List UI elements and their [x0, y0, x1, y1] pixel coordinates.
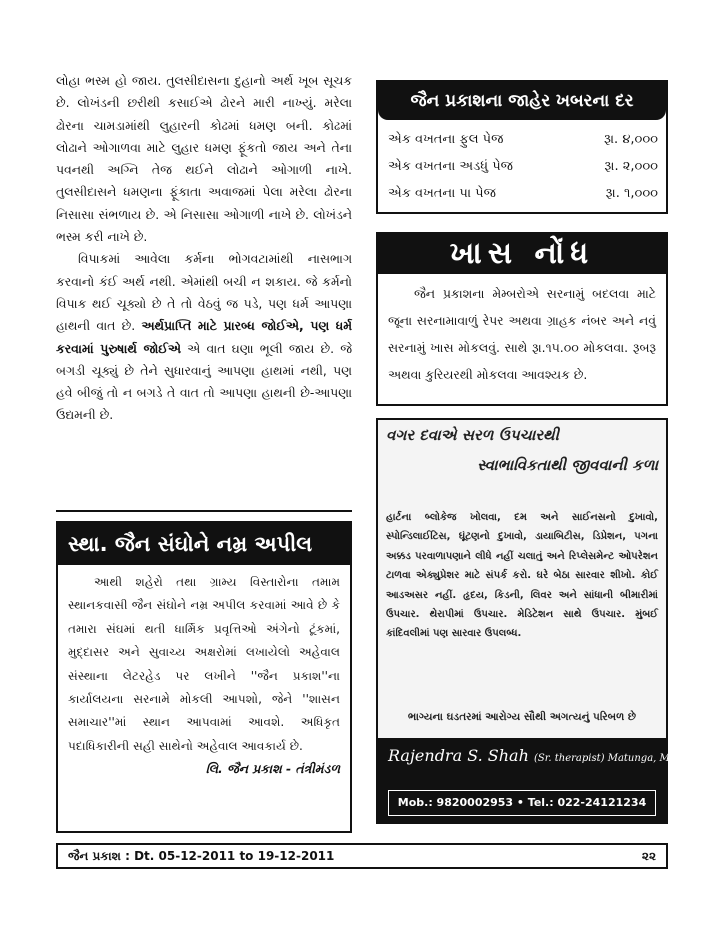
- article-paragraph-2-end: એ વાત ઘણા ભૂલી જાય છે. જે બગડી ચૂક્યું છે તેને સુધારવાનું આપણા હાથમાં નથી, પણ હવે બીજું તો ન બગડે તે વાત તો આપણા હાથની છે-આપણા ઉદ્યમની છે.: [56, 340, 352, 423]
- rate-label: એક વખતના અડધું પેજ: [388, 159, 513, 174]
- appeal-body: [58, 565, 350, 758]
- advert-contact-panel: [378, 738, 705, 822]
- advert-name: Rajendra S. Shah: [388, 746, 529, 765]
- appeal-box: [56, 521, 352, 833]
- footer-publication-date: જૈન પ્રકાશ : Dt. 05-12-2011 to 19-12-2011: [68, 848, 335, 863]
- ad-rates-title: જૈન પ્રકાશના જાહેર ખબરના દર: [378, 82, 666, 120]
- special-notice-body: [378, 274, 666, 388]
- appeal-title: સ્થા. જૈન સંઘોને નમ્ર અપીલ: [58, 523, 350, 565]
- article-paragraph-1: લોહા ભસ્મ હો જાય. તુલસીદાસના દુહાનો અર્થ ખૂબ સૂચક છે. લોખંડની છરીથી કસાઈએ ઢોરને મારી નાખ્યું. મરેલા ઢોરના ચામડામાંથી લુહારની કોઢમાં ધમણ બની. કોઢમાં લોઢાને ઓગાળવા માટે લુહાર ધમણ ફૂંકતો જાય અને તેના પવનથી અગ્નિ તેજ થઈને લોઢાને ઓગાળી નાખે. તુલસીદાસને ધમણના ફૂંકાતા અવાજમાં પેલા મરેલા ઢોરના નિસાસા સંભળાય છે. એ નિસાસા ઓગાળી નાખે છે. લોખંડને ભસ્મ કરી નાખે છે.: [56, 73, 352, 245]
- appeal-signature: લિ. જૈન પ્રકાશ - તંત્રીમંડળ: [205, 761, 340, 777]
- special-notice-box: [376, 232, 668, 406]
- rate-price: રૂા. ૧,૦૦૦: [605, 186, 658, 201]
- ad-rates-box: [376, 80, 668, 214]
- rate-row: [378, 126, 666, 153]
- page-number: ૨૨: [641, 848, 656, 863]
- advert-phone: Mob.: 9820002953 • Tel.: 022-24121234: [388, 790, 656, 816]
- rate-label: એક વખતના ફુલ પેજ: [388, 132, 504, 147]
- special-notice-title: ખાસ નોંધ: [378, 234, 666, 274]
- special-notice-text: જૈન પ્રકાશના મેમ્બરોએ સરનામું બદલવા માટે જૂના સરનામાવાળું રેપર અથવા ગ્રાહક નંબર અને નવું સરનામું ખાસ મોકલવું. સાથે રૂા.૧૫.૦૦ મોકલવા. રૂબરૂ અથવા કુરિયરથી મોકલવા આવશ્યક છે.: [388, 286, 656, 382]
- rate-price: રૂા. ૪,૦૦૦: [603, 132, 658, 147]
- rate-row: [378, 153, 666, 180]
- advert-header: [378, 420, 666, 504]
- left-article: [56, 70, 352, 427]
- advert-treatment-list: હાર્ટના બ્લોકેજ ખોલવા, દમ અને સાઈનસનો દુખાવો, સ્પોન્ડિલાઈટિસ, ઘૂંટણનો દુખાવો, ડાયાબિટીસ, ડિપ્રેશન, પગના અક્કડ પરવાળાપણાને લીધે નહીં ચલાતું અને રિપ્લેસમેન્ટ ઓપરેશન ટાળવા એક્યુપ્રેશર માટે સંપર્ક કરો. ઘરે બેઠા સારવાર શીખો. કોઈ આડઅસર નહીં. હૃદય, કિડની, લિવર અને સાંધાની બીમારીમાં ઉપચાર. થેરાપીમાં ઉપચાર. મેડિટેશન સાથે ઉપચાર. મુંબઈ કાંદિવલીમાં પણ સારવાર ઉપલબ્ધ.: [386, 512, 658, 640]
- article-bold-quote: અર્થપ્રાપ્તિ માટે પ્રારબ્ધ જોઈએ, પણ ધર્મ કરવામાં પુરુષાર્થ જોઈએ: [56, 318, 352, 356]
- advert-headline-1: વગર દવાએ સરળ ઉપચારથી: [386, 426, 559, 444]
- advert-headline-2: સ્વાભાવિકતાથી જીવવાની કળા: [477, 456, 658, 474]
- article-paragraph-2: [56, 248, 352, 426]
- rate-label: એક વખતના પા પેજ: [388, 186, 496, 201]
- advertisement: [376, 418, 705, 824]
- advert-name-line: [378, 738, 705, 765]
- rate-row: [378, 180, 666, 207]
- article-paragraph-2-start: વિપાકમાં આવેલા કર્મના ભોગવટામાંથી નાસભાગ કરવાનો કંઈ અર્થ નથી. એમાંથી બચી ન શકાય. જે કર્મનો વિપાક થઈ ચૂક્યો છે તે તો વેઠવું જ પડે, પણ ધર્મ આપણા હાથની વાત છે.: [56, 251, 352, 334]
- section-divider: [56, 510, 352, 512]
- page-footer: [56, 843, 668, 869]
- advert-tagline: ભાગ્યના ઘડતરમાં આરોગ્ય સૌથી અગત્યનું પરિબળ છે: [407, 711, 637, 723]
- advert-credentials: (Sr. therapist) Matunga, Mumbai.: [533, 753, 705, 764]
- rate-price: રૂા. ૨,૦૦૦: [604, 159, 658, 174]
- appeal-text: આથી શહેરો તથા ગ્રામ્ય વિસ્તારોના તમામ સ્થાનકવાસી જૈન સંઘોને નમ્ર અપીલ કરવામાં આવે છે કે તમારા સંઘમાં થતી ધાર્મિક પ્રવૃત્તિઓ અંગેનો ટૂંકમાં, મુદ્દાસર અને સુવાચ્ય અક્ષરોમાં લખાયેલો અહેવાલ સંસ્થાના લેટરહેડ પર લખીને ''જૈન પ્રકાશ''ના કાર્યાલયના સરનામે મોકલી આપશો, જેને ''શાસન સમાચાર''માં સ્થાન આપવામાં આવશે. અધિકૃત પદાધિકારીની સહી સાથેનો અહેવાલ આવકાર્ય છે.: [68, 575, 340, 753]
